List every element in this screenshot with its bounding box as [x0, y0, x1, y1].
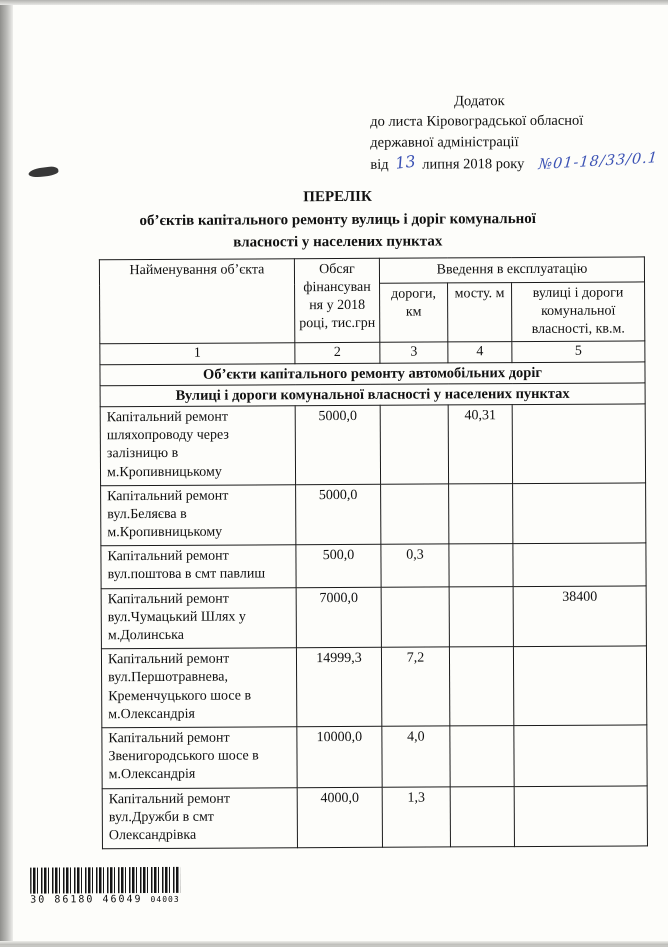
streets-sqm [514, 785, 647, 846]
table-header-row-1 [99, 257, 644, 285]
streets-sqm [513, 646, 646, 725]
object-name: Капітальний ремонт вул.Беляєва в м.Кропивницькому [101, 484, 296, 546]
streets-sqm: 38400 [513, 586, 646, 647]
handwritten-document-number: №01-18/33/0.1 [537, 150, 659, 174]
roads-km: 4,0 [382, 726, 450, 787]
column-number: 5 [512, 341, 645, 363]
objects-table [99, 256, 648, 849]
header-line-3: державної адміністрації [370, 133, 519, 151]
financing-amount: 14999,3 [296, 648, 381, 727]
streets-sqm [512, 404, 645, 483]
bridge-m [449, 544, 513, 587]
title-line-2: об’єктів капітального ремонту вулиць і доріг комунальної [139, 210, 536, 229]
section-title: Об’єкти капітального ремонту автомобільних доріг [100, 362, 645, 386]
bridge-m: 40,31 [448, 405, 512, 484]
header-line-2: до листа Кіровоградської обласної [370, 113, 584, 131]
column-number: 1 [100, 342, 295, 364]
table-row [101, 586, 646, 649]
barcode [30, 867, 200, 906]
table-row [101, 483, 646, 546]
roads-km [380, 405, 448, 484]
col-header-name: Найменування об’єкта [99, 259, 294, 344]
roads-km [381, 587, 449, 648]
handwritten-day: 13 [394, 151, 417, 173]
roads-km: 7,2 [381, 647, 449, 726]
barcode-digits-row [30, 894, 200, 906]
bridge-m [450, 786, 514, 847]
date-rest: липня 2018 року [422, 155, 525, 173]
col-header-roads: дороги, км [380, 283, 448, 342]
roads-km [381, 484, 449, 545]
table-row [102, 725, 647, 788]
roads-km: 0,3 [381, 544, 449, 587]
barcode-addon-digits: 04003 [150, 894, 180, 904]
streets-sqm [513, 483, 646, 544]
section-row-roads [100, 362, 645, 386]
table-row [102, 785, 647, 848]
column-number: 2 [295, 342, 380, 363]
barcode-bars [30, 867, 180, 894]
bridge-m [449, 483, 513, 544]
object-name: Капітальний ремонт вул.Дружби в смт Олександрівка [102, 787, 297, 849]
col-header-bridge: мосту. м [448, 283, 512, 342]
streets-sqm [514, 725, 647, 786]
document-header [370, 90, 659, 175]
bridge-m [449, 647, 513, 726]
header-dateline [370, 150, 659, 175]
table-row [100, 404, 645, 486]
title-line-3: власності у населених пунктах [233, 233, 443, 251]
roads-km: 1,3 [382, 786, 450, 847]
object-name: Капітальний ремонт шляхопроводу через залізницю в м.Кропивницькому [100, 406, 295, 486]
financing-amount: 5000,0 [296, 484, 381, 545]
financing-amount: 500,0 [296, 545, 381, 588]
section-title: Вулиці і дороги комунальної власності у населених пунктах [100, 383, 645, 407]
col-header-financing: Обсяг фінансуван ня у 2018 році, тис.грн [294, 258, 379, 342]
financing-amount: 5000,0 [295, 405, 380, 484]
object-name: Капітальний ремонт вул.Чумацький Шлях у м.Долинська [101, 587, 296, 649]
ink-smudge [28, 166, 59, 179]
object-name: Капітальний ремонт вул.Першотравнева, Кременчуцького шосе в м.Олександрія [101, 648, 296, 728]
bridge-m [450, 726, 514, 787]
column-number: 3 [380, 342, 448, 363]
table-row [101, 543, 646, 588]
financing-amount: 4000,0 [297, 787, 382, 848]
object-name: Капітальний ремонт вул.поштова в смт павлиш [101, 545, 296, 588]
col-header-streets: вулиці і дороги комунальної власності, кв.м. [512, 282, 645, 341]
column-number-row [100, 341, 645, 365]
financing-amount: 10000,0 [297, 726, 382, 787]
col-header-commissioning: Введення в експлуатацію [379, 257, 644, 283]
section-row-streets [100, 383, 645, 407]
appendix-label: Додаток [454, 93, 505, 110]
financing-amount: 7000,0 [296, 587, 381, 648]
bridge-m [449, 586, 513, 647]
barcode-digits: 30 86180 46049 [30, 894, 143, 906]
column-number: 4 [448, 341, 512, 362]
title-line-1: ПЕРЕЛІК [303, 188, 372, 206]
object-name: Капітальний ремонт Звенигородського шосе в м.Олександрія [102, 727, 297, 789]
document-title [55, 185, 621, 255]
table-row [101, 646, 646, 728]
date-prefix: від [370, 156, 389, 173]
streets-sqm [513, 543, 646, 586]
